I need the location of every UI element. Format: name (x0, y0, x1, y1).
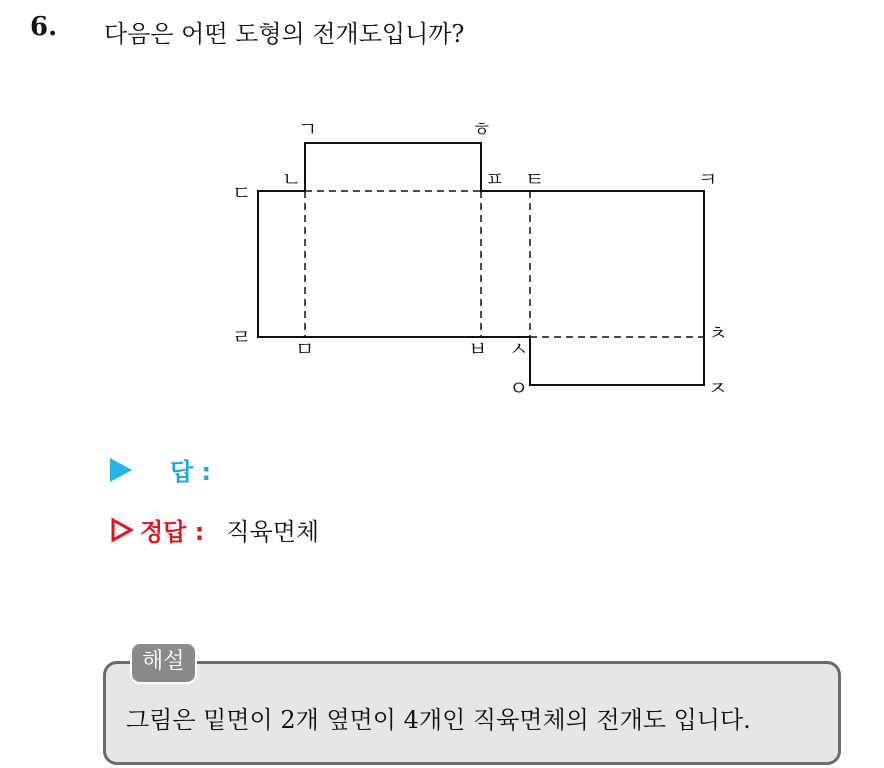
vertex-label-ch: ㅊ (708, 321, 728, 345)
vertex-label-o: ㅇ (509, 376, 529, 400)
vertex-label-p: ㅍ (485, 167, 505, 191)
vertex-label-j: ㅈ (708, 376, 728, 400)
explanation-tag: 해설 (130, 642, 197, 684)
vertex-label-s: ㅅ (509, 337, 529, 361)
vertex-label-h: ㅎ (472, 117, 492, 141)
vertex-label-m: ㅁ (295, 337, 315, 361)
outline-triangle-icon (110, 517, 134, 543)
vertex-label-g: ㄱ (298, 117, 318, 141)
answer-label: 답 : (170, 458, 212, 486)
question-number: 6. (30, 12, 58, 42)
correct-answer-value: 직육면체 (226, 518, 320, 546)
vertex-label-b: ㅂ (468, 337, 488, 361)
vertex-label-d: ㄷ (232, 181, 252, 205)
vertex-label-r: ㄹ (232, 325, 252, 349)
correct-answer-label: 정답 : (140, 518, 205, 546)
correct-answer-row (110, 512, 319, 547)
explanation-text: 그림은 밑면이 2개 옆면이 4개인 직육면체의 전개도 입니다. (126, 706, 751, 734)
vertex-label-t: ㅌ (525, 167, 545, 191)
vertex-label-k: ㅋ (698, 167, 718, 191)
answer-row (110, 452, 233, 487)
vertex-label-n: ㄴ (282, 167, 302, 191)
play-triangle-icon (110, 458, 132, 482)
question-text: 다음은 어떤 도형의 전개도입니까? (104, 20, 465, 48)
